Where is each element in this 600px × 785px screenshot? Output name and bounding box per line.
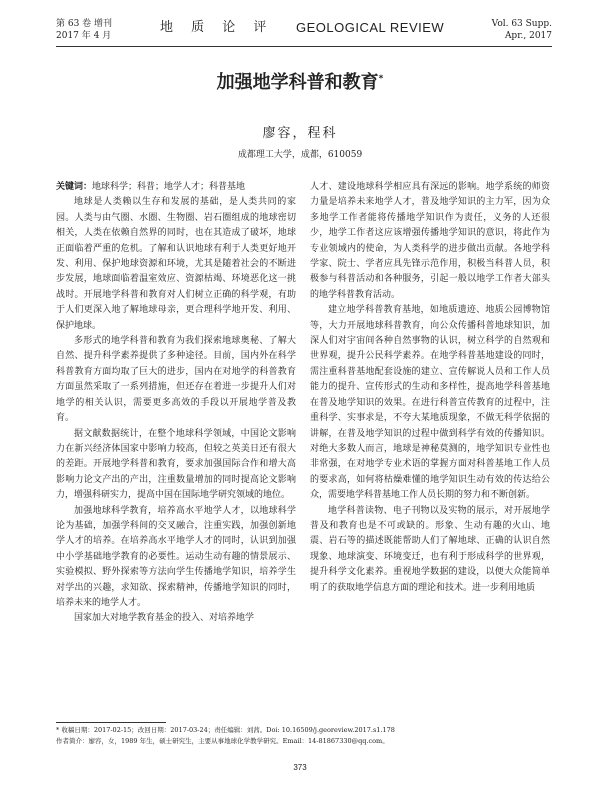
- paragraph: 人才、建设地球科学相应具有深远的影响。地学系统的师资力量是培养未来地学人才，普及地学知识的主力军，因为众多地学工作者能将传播地学知识作为责任，义务的人还很少，地学工作者这应该增强传播地学知识的意识，将此作为专业领域内的使命，为人类科学的进步做出贡献。各地学科学家、院士、学者应具先锋示范作用，积极当科普人员，积极参与科普活动和各种服务，引起一般以地学工作者大部头的地学科普教育活动。: [310, 182, 550, 300]
- header-volume-en: Vol. 63 Supp.: [491, 19, 552, 29]
- right-column: [310, 180, 550, 596]
- affiliation: 成都理工大学，成都，610059: [237, 150, 363, 160]
- keywords-text: 地球科学；科普；地学人才；科普基地: [92, 182, 246, 192]
- keywords-label: 关键词：: [56, 182, 93, 192]
- running-header: [56, 18, 552, 47]
- paragraph: 地球是人类赖以生存和发展的基础，是人类共同的家园。人类与由气圈、水圈、生物圈、岩石圈组成的地球密切相关，人类在依赖自然界的同时，也在其造成了破坏，地球正面临着严重的危机。了解和认识地球有利于人类更好地开发、利用、保护地球资源和环境，尤其是随着社会的不断进步发展，地球面临着温室效应、资源枯竭、环境恶化这一挑战时。开展地学科普和教育对人们树立正确的科学观，有助于人们更深入地了解地球母亲，更合理科学地开发、利用、保护地球。: [56, 197, 296, 331]
- header-date: 2017 年 4 月: [56, 31, 112, 41]
- paragraph: 加强地球科学教育，培养高水平地学人才，以地球科学论为基础，加强学科间的交叉融合，注重实践，加强创新地学人才的培养。在培养高水平地学人才的同时，认识到加强中小学基础地学教育的必要性。运动生动有趣的情景展示、实验模拟、野外探索等方法向学生传播地学知识，培养学生对学出的兴趣，求知欲、探索精神，传播地学知识的同时，培养未来的地学人才。: [56, 505, 296, 608]
- keywords: [56, 180, 296, 195]
- left-column: [56, 180, 296, 627]
- footnote-divider: [56, 722, 166, 723]
- paragraph: 据文献数据统计，在整个地球科学领域，中国论文影响力在新兴经济体国家中影响力较高，但较之英美日还有很大的差距。开展地学科普和教育，要求加强国际合作和增大高影响力论文产出的产出，注重数量增加的同时提高论文影响力，增强科研实力，提高中国在国际地学研究领域的地位。: [56, 428, 296, 501]
- authors: 廖容，程科: [262, 126, 338, 141]
- page-number: 373: [293, 763, 307, 772]
- header-volume-info-english: [492, 18, 552, 42]
- header-volume: 第 63 卷 增刊: [56, 19, 113, 29]
- title-text: 加强地学科普和教育: [216, 72, 379, 93]
- footnote-author-bio: 作者简介：廖容，女，1989 年生，硕士研究生，主要从事地球化学教学研究。Email：14-81867330@qq.com。: [56, 737, 389, 745]
- paragraph: 建立地学科普教育基地，如地质遗迹、地质公园博物馆等，大力开展地球科普教育，向公众传播科普地球知识，加深人们对宇宙间各种自然事物的认识，树立科学的自然观和世界观，提升公民科学素养。在地学科普基地建设的同时，需注重科普基地配套设施的建立、宣传解说人员和工作人员能力的提升、宣传形式的生动和多样性，提高地学科普基地在普及地学知识的效果。在进行科普宣传教育的过程中，注重科学、实事求是，不夸大某地质现象，不做无科学依据的讲解，在普及地学知识的过程中做到科学有效的传播知识。对绝大多数人而言，地球是神秘莫测的，地学知识专业性也非常强，在对地学专业术语的掌握方面对科普基地工作人员的要求高，如何将枯燥难懂的地学知识生动有效的传达给公众，需要地学科普基地工作人员长期的努力和不断创新。: [310, 305, 550, 501]
- footnote-received: * 收稿日期：2017-02-15；改回日期：2017-03-24；责任编辑：刘茜。Doi: 10.16509/j.georeview.2017.s1.178: [56, 726, 395, 734]
- article-title: [0, 68, 600, 94]
- paragraph: 地学科普读物、电子刊物以及实物的展示，对开展地学普及和教育也是不可或缺的。形象、生动有趣的火山、地震、岩石等的描述既能帮助人们了解地球、正确的认识自然现象、地球演变、环境变迁，也有利于形成科学的世界观，提升科学文化素养。重视地学数据的建设，以便大众能简单明了的获取地学信息方面的理论和技术。进一步利用地质: [310, 505, 550, 593]
- journal-name-english: GEOLOGICAL REVIEW: [296, 20, 445, 35]
- header-date-en: Apr., 2017: [504, 31, 552, 41]
- title-footnote-mark: *: [378, 74, 384, 84]
- paragraph: 多形式的地学科普和教育为我们探索地球奥秘、了解大自然、提升科学素养提供了多种途径。目前，国内外在科学科普教育方面均取了巨大的进步，国内在对地学的科普教育方面虽然采取了一系列措施，但还存在着进一步提升人们对地学的相关认识，需要更多高效的手段以开展地学普及教育。: [56, 336, 296, 424]
- header-volume-info: [56, 18, 112, 42]
- paragraph: 国家加大对地学教育基金的投入、对培养地学: [74, 613, 255, 624]
- journal-name-chinese: 地 质 论 评: [160, 20, 274, 35]
